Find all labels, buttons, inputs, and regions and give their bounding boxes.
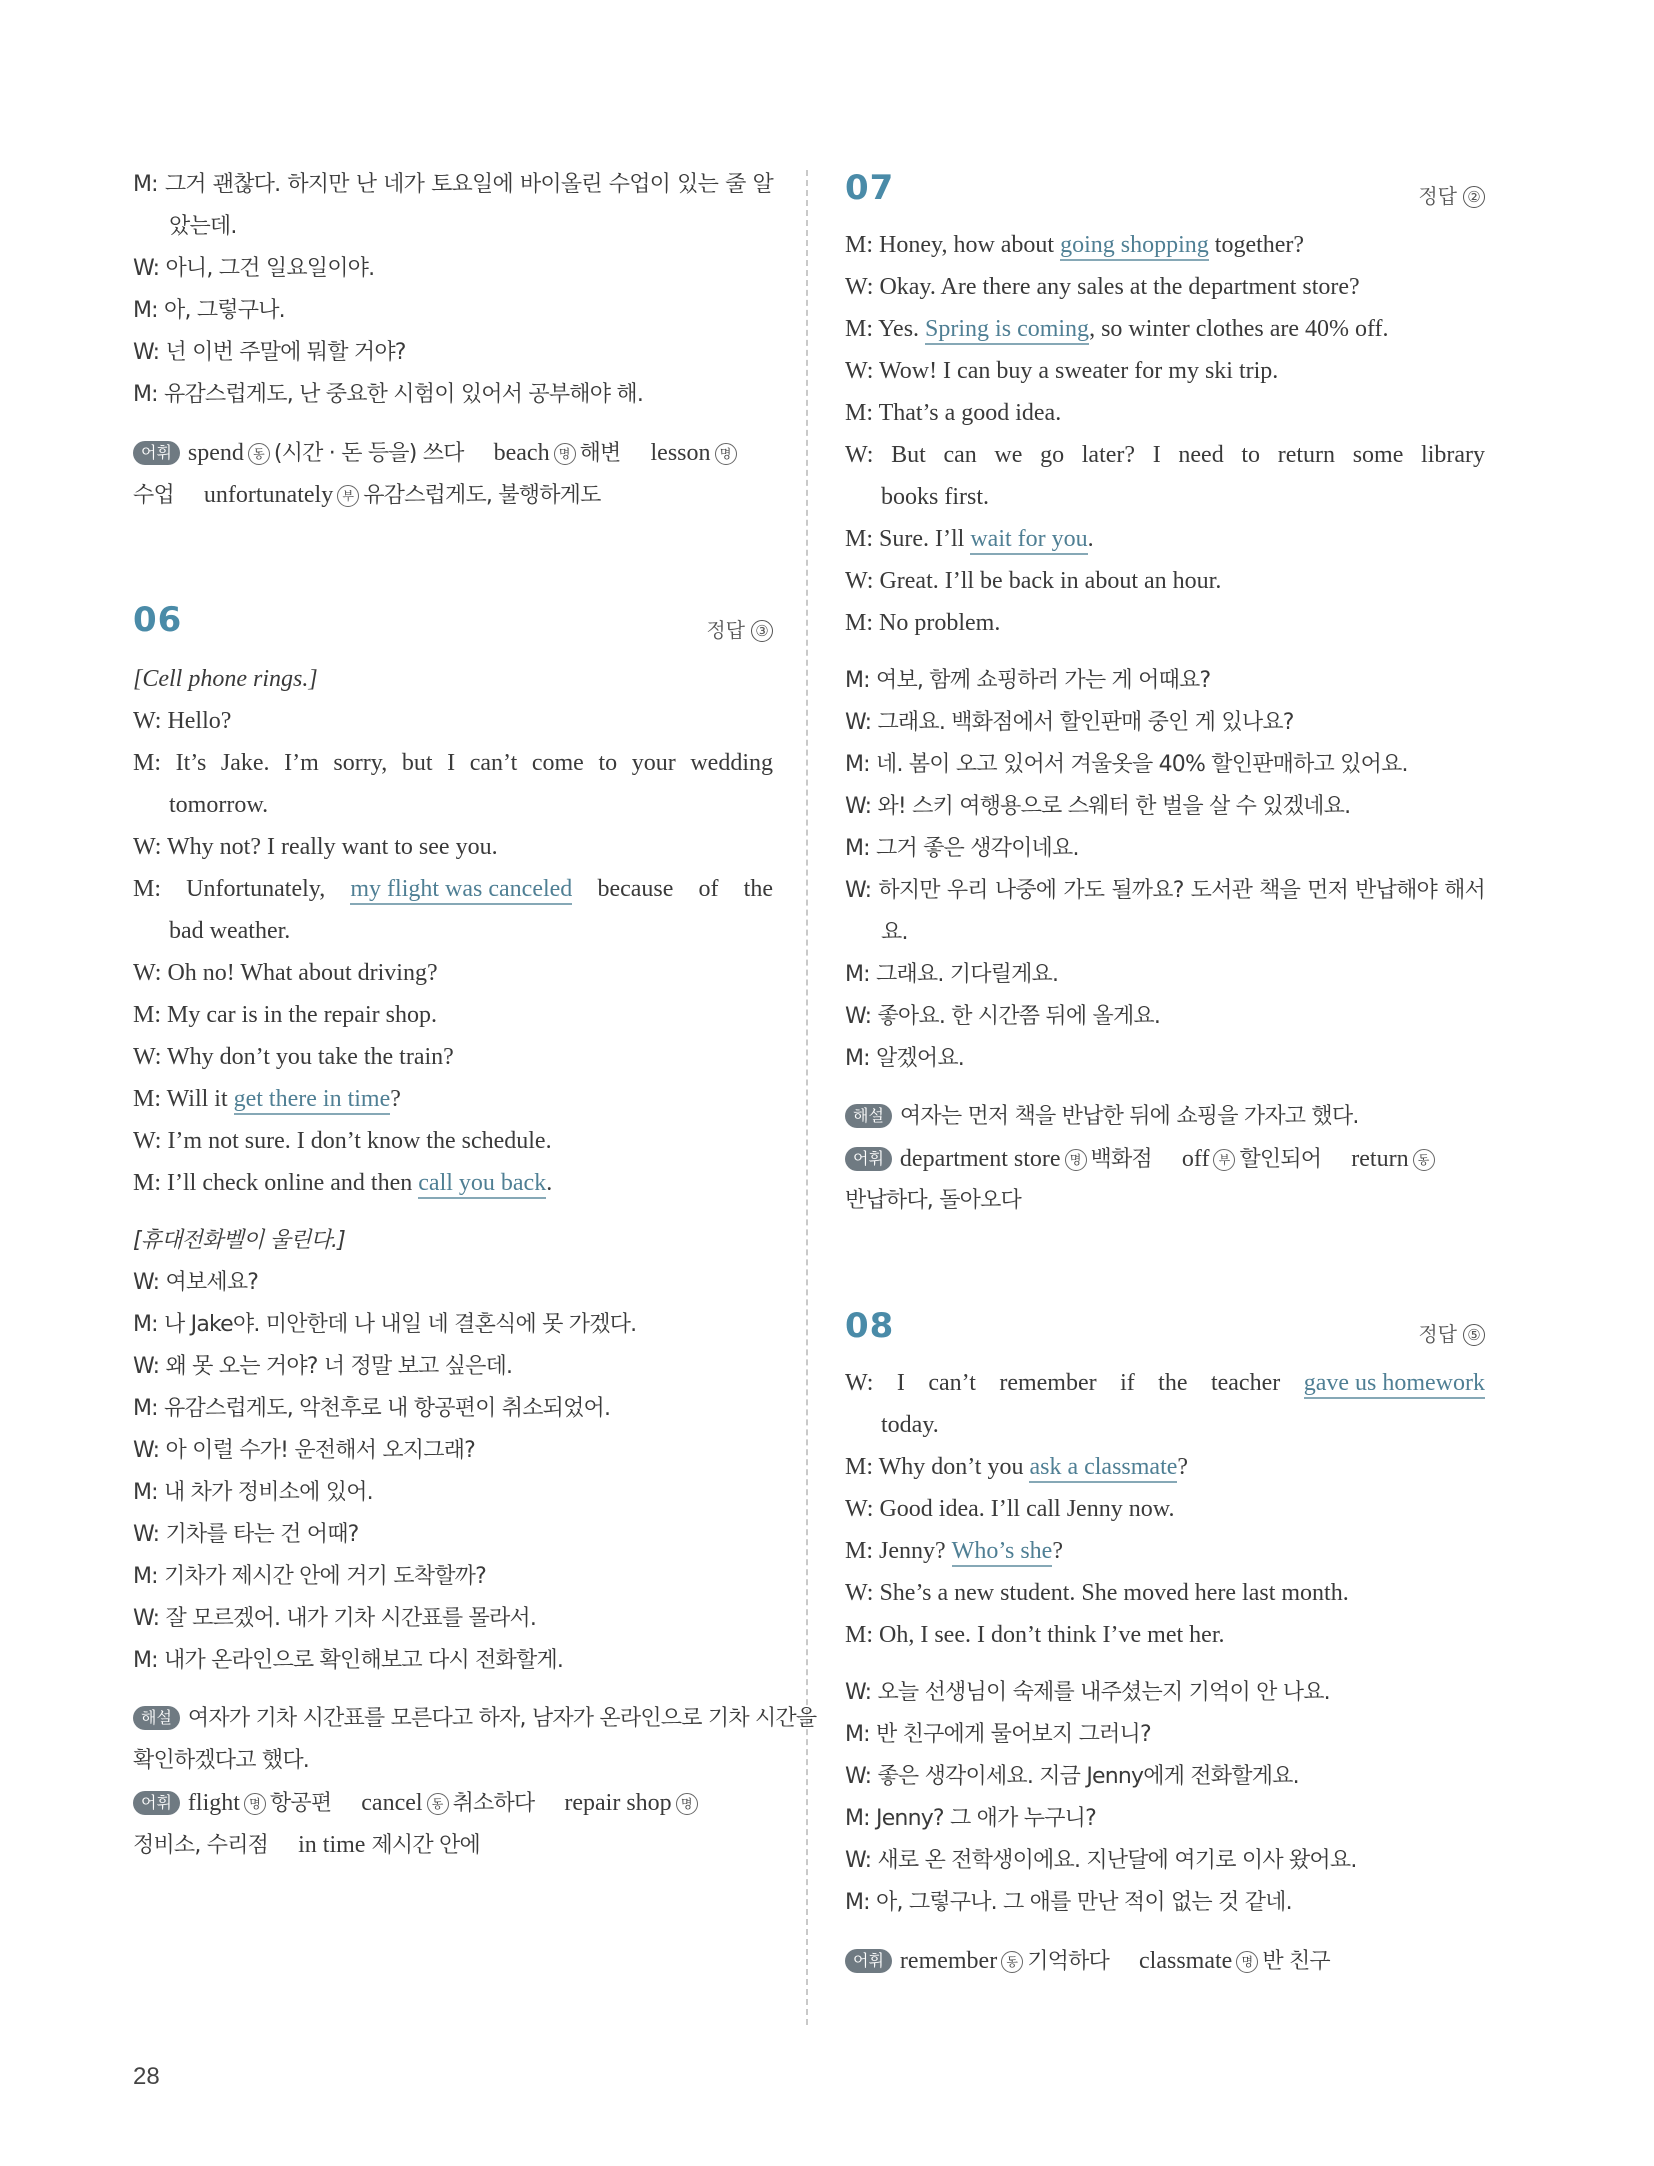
dialogue-line: M: Will it get there in time?	[133, 1078, 773, 1120]
vocab-badge: 어휘	[845, 1147, 892, 1171]
dialogue-line: M: 반 친구에게 물어보지 그러니?	[845, 1722, 1151, 1747]
dialogue-line: W: I’m not sure. I don’t know the schedule.	[133, 1128, 552, 1154]
dialogue-line: M: Jenny? Who’s she?	[845, 1530, 1485, 1572]
dialogue-line: 요.	[881, 920, 908, 945]
dialogue-line: W: 좋아요. 한 시간쯤 뒤에 올게요.	[845, 1004, 1161, 1029]
dialogue-line: W: 여보세요?	[133, 1270, 259, 1295]
vocab-line: 어휘 department store 명 백화점 off 부 할인되어 return 동	[845, 1138, 1485, 1180]
dialogue-line: M: 유감스럽게도, 악천후로 내 항공편이 취소되었어.	[133, 1396, 611, 1421]
dialogue-line: W: 그래요. 백화점에서 할인판매 중인 게 있나요?	[845, 710, 1294, 735]
dialogue-line: W: 아니, 그건 일요일이야.	[133, 256, 375, 281]
dialogue-line: books first.	[881, 484, 989, 510]
answer-blank: my flight was canceled	[350, 875, 572, 905]
dialogue-line: W: 새로 온 전학생이에요. 지난달에 여기로 이사 왔어요.	[845, 1848, 1357, 1873]
dialogue-line: W: I can’t remember if the teacher gave us homework	[845, 1362, 1485, 1404]
dialogue-line: W: Oh no! What about driving?	[133, 960, 438, 986]
dialogue-line: M: Jenny? 그 애가 누구니?	[845, 1806, 1096, 1831]
dialogue-line: W: 왜 못 오는 거야? 너 정말 보고 싶은데.	[133, 1354, 513, 1379]
dialogue-line: W: 오늘 선생님이 숙제를 내주셨는지 기억이 안 나요.	[845, 1680, 1330, 1705]
stage-direction-korean: [휴대전화벨이 울린다.]	[133, 1228, 346, 1253]
dialogue-line: M: 그거 괜찮다. 하지만 난 네가 토요일에 바이올린 수업이 있는 줄 알	[133, 172, 773, 197]
explanation-badge: 해설	[133, 1706, 180, 1730]
dialogue-line: W: 아 이럴 수가! 운전해서 오지그래?	[133, 1438, 476, 1463]
dialogue-line: W: Okay. Are there any sales at the department store?	[845, 274, 1360, 300]
dialogue-line: W: She’s a new student. She moved here last month.	[845, 1580, 1349, 1606]
dialogue-line: M: No problem.	[845, 610, 1001, 636]
vocab-line: 정비소, 수리점 in time 제시간 안에	[133, 1832, 480, 1858]
stage-direction: [Cell phone rings.]	[133, 666, 318, 692]
dialogue-line: M: That’s a good idea.	[845, 400, 1062, 426]
dialogue-line: M: Oh, I see. I don’t think I’ve met her.	[845, 1622, 1225, 1648]
dialogue-line: W: 와! 스키 여행용으로 스웨터 한 벌을 살 수 있겠네요.	[845, 794, 1351, 819]
dialogue-line: M: 여보, 함께 쇼핑하러 가는 게 어때요?	[845, 668, 1211, 693]
dialogue-line: M: 네. 봄이 오고 있어서 겨울옷을 40% 할인판매하고 있어요.	[845, 752, 1408, 777]
explanation-line: 해설 여자가 기차 시간표를 모른다고 하자, 남자가 온라인으로 기차 시간을	[133, 1698, 773, 1740]
dialogue-line: M: 아, 그렇구나. 그 애를 만난 적이 없는 것 같네.	[845, 1890, 1292, 1915]
vocab-badge: 어휘	[133, 1791, 180, 1815]
answer-label: 정답 ⑤	[1418, 1318, 1485, 1347]
column-divider	[806, 170, 808, 2025]
answer-blank: Who’s she	[952, 1537, 1053, 1567]
answer-label: 정답 ③	[706, 614, 773, 643]
dialogue-line: M: 아, 그렇구나.	[133, 298, 285, 323]
dialogue-line: W: 넌 이번 주말에 뭐할 거야?	[133, 340, 406, 365]
explanation-badge: 해설	[845, 1104, 892, 1128]
dialogue-line: W: 기차를 타는 건 어때?	[133, 1522, 359, 1547]
dialogue-line: M: Why don’t you ask a classmate?	[845, 1446, 1485, 1488]
dialogue-line: M: 그거 좋은 생각이네요.	[845, 836, 1079, 861]
dialogue-line: M: 유감스럽게도, 난 중요한 시험이 있어서 공부해야 해.	[133, 382, 644, 407]
dialogue-line: W: 잘 모르겠어. 내가 기차 시간표를 몰라서.	[133, 1606, 537, 1631]
dialogue-line: W: Why not? I really want to see you.	[133, 834, 498, 860]
dialogue-line: M: My car is in the repair shop.	[133, 1002, 437, 1028]
answer-blank: Spring is coming	[925, 315, 1089, 345]
answer-blank: wait for you	[970, 525, 1087, 555]
dialogue-line: W: Great. I’ll be back in about an hour.	[845, 568, 1222, 594]
dialogue-line: tomorrow.	[169, 792, 269, 818]
dialogue-line: M: Yes. Spring is coming, so winter clothes are 40% off.	[845, 308, 1485, 350]
dialogue-line: M: 내 차가 정비소에 있어.	[133, 1480, 373, 1505]
answer-blank: ask a classmate	[1029, 1453, 1177, 1483]
dialogue-line: M: Honey, how about going shopping together?	[845, 224, 1485, 266]
dialogue-line: W: 좋은 생각이세요. 지금 Jenny에게 전화할게요.	[845, 1764, 1299, 1789]
dialogue-line: M: I’ll check online and then call you back.	[133, 1162, 773, 1204]
dialogue-line: W: But can we go later? I need to return some library	[845, 442, 1485, 468]
page-number: 28	[133, 2063, 160, 2090]
vocab-line: 어휘 flight 명 항공편 cancel 동 취소하다 repair shop 명	[133, 1782, 773, 1824]
dialogue-line: M: 내가 온라인으로 확인해보고 다시 전화할게.	[133, 1648, 564, 1673]
answer-label: 정답 ②	[1418, 180, 1485, 209]
dialogue-line: M: 알겠어요.	[845, 1046, 965, 1071]
dialogue-line: M: 그래요. 기다릴게요.	[845, 962, 1059, 987]
dialogue-line: M: 기차가 제시간 안에 거기 도착할까?	[133, 1564, 486, 1589]
dialogue-line: 았는데.	[169, 214, 237, 239]
dialogue-line: W: Wow! I can buy a sweater for my ski trip.	[845, 358, 1279, 384]
dialogue-line: M: It’s Jake. I’m sorry, but I can’t come to your wedding	[133, 750, 773, 776]
dialogue-line: M: 나 Jake야. 미안한데 나 내일 네 결혼식에 못 가겠다.	[133, 1312, 637, 1337]
section-number: 06	[133, 600, 183, 640]
section-number: 07	[845, 168, 895, 208]
answer-blank: call you back	[418, 1169, 546, 1199]
dialogue-line: M: Unfortunately, my flight was canceled because of the	[133, 868, 773, 910]
vocab-line: 수업 unfortunately 부 유감스럽게도, 불행하게도	[133, 482, 601, 508]
dialogue-line: bad weather.	[169, 918, 291, 944]
vocab-badge: 어휘	[845, 1949, 892, 1973]
answer-blank: going shopping	[1060, 231, 1209, 261]
vocab-line: 어휘 spend 동 (시간 · 돈 등을) 쓰다 beach 명 해변 lesson 명	[133, 432, 773, 474]
vocab-line: 반납하다, 돌아오다	[845, 1188, 1022, 1213]
vocab-badge: 어휘	[133, 441, 180, 465]
dialogue-line: W: Good idea. I’ll call Jenny now.	[845, 1496, 1175, 1522]
section-number: 08	[845, 1306, 895, 1346]
dialogue-line: today.	[881, 1412, 939, 1438]
explanation-line: 해설 여자는 먼저 책을 반납한 뒤에 쇼핑을 가자고 했다.	[845, 1096, 1485, 1138]
vocab-line: 어휘 remember 동 기억하다 classmate 명 반 친구	[845, 1940, 1485, 1982]
dialogue-line: W: Why don’t you take the train?	[133, 1044, 454, 1070]
dialogue-line: W: 하지만 우리 나중에 가도 될까요? 도서관 책을 먼저 반납해야 해서	[845, 878, 1485, 903]
answer-blank: get there in time	[234, 1085, 391, 1115]
dialogue-line: M: Sure. I’ll wait for you.	[845, 518, 1485, 560]
dialogue-line: W: Hello?	[133, 708, 232, 734]
answer-blank: gave us homework	[1304, 1369, 1485, 1399]
explanation-line: 확인하겠다고 했다.	[133, 1748, 310, 1773]
